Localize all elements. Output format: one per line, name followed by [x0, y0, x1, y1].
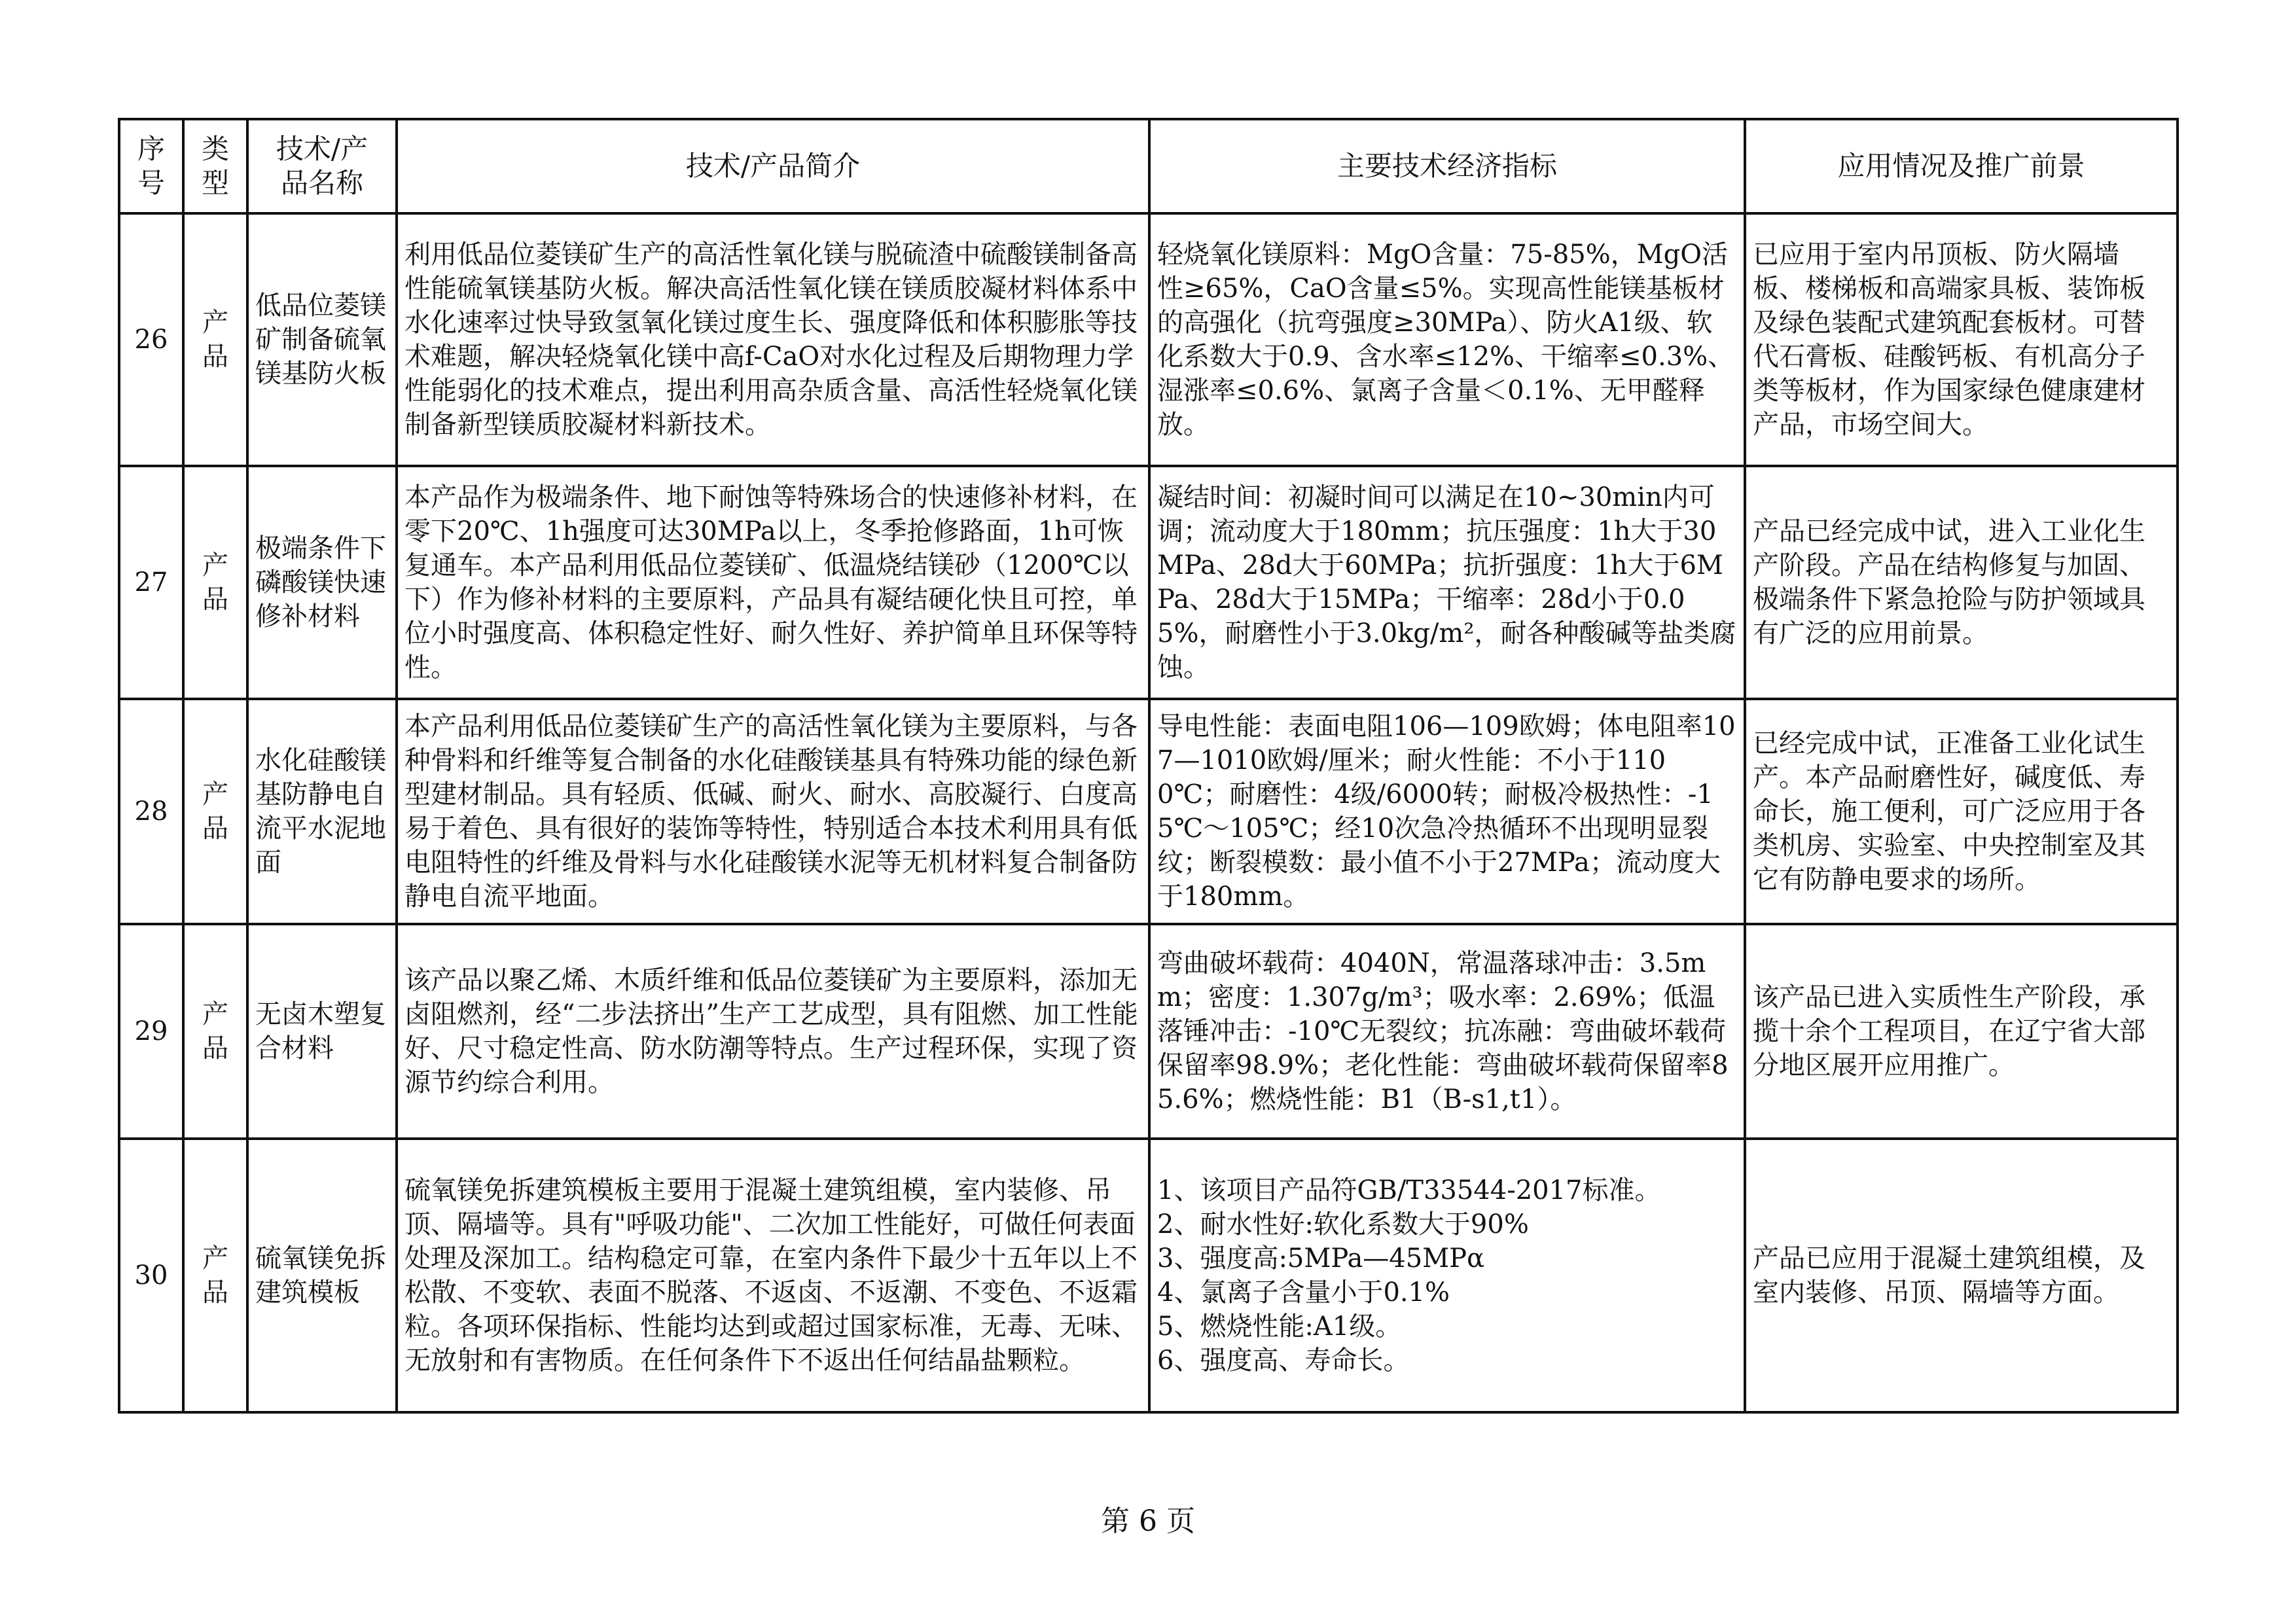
- row-intro: 本产品作为极端条件、地下耐蚀等特殊场合的快速修补材料，在零下20℃、1h强度可达30MPa以上，冬季抢修路面，1h可恢复通车。本产品利用低品位菱镁矿、低温烧结镁砂（1200℃以下）作为修补材料的主要原料，产品具有凝结硬化快且可控，单位小时强度高、体积稳定性好、耐久性好、养护简单且环保等特性。: [397, 466, 1149, 699]
- table-row: [119, 466, 2178, 699]
- header-type: 类型: [183, 119, 247, 213]
- row-spec: 导电性能：表面电阻106—109欧姆；体电阻率107—1010欧姆/厘米；耐火性能：不小于1100℃；耐磨性：4级/6000转；耐极冷极热性：-15℃～105℃；经10次急冷热循环不出现明显裂纹；断裂模数：最小值不小于27MPa；流动度大于180mm。: [1149, 699, 1745, 924]
- row-intro: 本产品利用低品位菱镁矿生产的高活性氧化镁为主要原料，与各种骨料和纤维等复合制备的水化硅酸镁基具有特殊功能的绿色新型建材制品。具有轻质、低碱、耐火、耐水、高胶凝行、白度高易于着色、具有很好的装饰等特性，特别适合本技术利用具有低电阻特性的纤维及骨料与水化硅酸镁水泥等无机材料复合制备防静电自流平地面。: [397, 699, 1149, 924]
- row-no: 27: [119, 466, 183, 699]
- row-type: 产品: [183, 1139, 247, 1412]
- header-spec: 主要技术经济指标: [1149, 119, 1745, 213]
- page-number: 第 6 页: [1101, 1505, 1195, 1538]
- row-no: 29: [119, 924, 183, 1139]
- row-spec: 1、该项目产品符GB/T33544-2017标准。 2、耐水性好:软化系数大于90% 3、强度高:5MPa—45MPα 4、氯离子含量小于0.1% 5、燃烧性能:A1级。 6、强度高、寿命长。: [1149, 1139, 1745, 1412]
- technology-product-table: [118, 118, 2179, 1414]
- table-header-row: [119, 119, 2178, 213]
- row-name: 水化硅酸镁基防静电自流平水泥地面: [247, 699, 397, 924]
- row-app: 已经完成中试，正准备工业化试生产。本产品耐磨性好，碱度低、寿命长，施工便利，可广泛应用于各类机房、实验室、中央控制室及其它有防静电要求的场所。: [1745, 699, 2178, 924]
- row-type: 产品: [183, 924, 247, 1139]
- row-name: 无卤木塑复合材料: [247, 924, 397, 1139]
- row-app: 该产品已进入实质性生产阶段，承揽十余个工程项目，在辽宁省大部分地区展开应用推广。: [1745, 924, 2178, 1139]
- row-name: 极端条件下磷酸镁快速修补材料: [247, 466, 397, 699]
- table-row: [119, 1139, 2178, 1412]
- table-row: [119, 699, 2178, 924]
- row-app: 产品已应用于混凝土建筑组模，及室内装修、吊顶、隔墙等方面。: [1745, 1139, 2178, 1412]
- table-row: [119, 213, 2178, 466]
- header-app: 应用情况及推广前景: [1745, 119, 2178, 213]
- row-spec: 弯曲破坏载荷：4040N，常温落球冲击：3.5mm；密度：1.307g/m³；吸水率：2.69%；低温落锤冲击：-10℃无裂纹；抗冻融：弯曲破坏载荷保留率98.9%；老化性能：弯曲破坏载荷保留率85.6%；燃烧性能：B1（B-s1,t1）。: [1149, 924, 1745, 1139]
- header-intro: 技术/产品简介: [397, 119, 1149, 213]
- row-intro: 该产品以聚乙烯、木质纤维和低品位菱镁矿为主要原料，添加无卤阻燃剂，经“二步法挤出”生产工艺成型，具有阻燃、加工性能好、尺寸稳定性高、防水防潮等特点。生产过程环保，实现了资源节约综合利用。: [397, 924, 1149, 1139]
- row-name: 硫氧镁免拆建筑模板: [247, 1139, 397, 1412]
- row-name: 低品位菱镁矿制备硫氧镁基防火板: [247, 213, 397, 466]
- row-app: 产品已经完成中试，进入工业化生产阶段。产品在结构修复与加固、极端条件下紧急抢险与防护领域具有广泛的应用前景。: [1745, 466, 2178, 699]
- header-no: 序号: [119, 119, 183, 213]
- row-intro: 利用低品位菱镁矿生产的高活性氧化镁与脱硫渣中硫酸镁制备高性能硫氧镁基防火板。解决高活性氧化镁在镁质胶凝材料体系中水化速率过快导致氢氧化镁过度生长、强度降低和体积膨胀等技术难题，解决轻烧氧化镁中高f-CaO对水化过程及后期物理力学性能弱化的技术难点，提出利用高杂质含量、高活性轻烧氧化镁制备新型镁质胶凝材料新技术。: [397, 213, 1149, 466]
- row-no: 28: [119, 699, 183, 924]
- row-spec: 凝结时间：初凝时间可以满足在10~30min内可调；流动度大于180mm；抗压强度：1h大于30MPa、28d大于60MPa；抗折强度：1h大于6MPa、28d大于15MPa；干缩率：28d小于0.05%，耐磨性小于3.0kg/m²，耐各种酸碱等盐类腐蚀。: [1149, 466, 1745, 699]
- row-type: 产品: [183, 699, 247, 924]
- row-type: 产品: [183, 466, 247, 699]
- row-no: 26: [119, 213, 183, 466]
- row-type: 产品: [183, 213, 247, 466]
- row-app: 已应用于室内吊顶板、防火隔墙板、楼梯板和高端家具板、装饰板及绿色装配式建筑配套板材。可替代石膏板、硅酸钙板、有机高分子类等板材，作为国家绿色健康建材产品，市场空间大。: [1745, 213, 2178, 466]
- header-name: 技术/产品名称: [247, 119, 397, 213]
- table-row: [119, 924, 2178, 1139]
- row-intro: 硫氧镁免拆建筑模板主要用于混凝土建筑组模，室内装修、吊顶、隔墙等。具有"呼吸功能"、二次加工性能好，可做任何表面处理及深加工。结构稳定可靠，在室内条件下最少十五年以上不松散、不变软、表面不脱落、不返卤、不返潮、不变色、不返霜粒。各项环保指标、性能均达到或超过国家标准，无毒、无味、无放射和有害物质。在任何条件下不返出任何结晶盐颗粒。: [397, 1139, 1149, 1412]
- row-no: 30: [119, 1139, 183, 1412]
- row-spec: 轻烧氧化镁原料：MgO含量：75-85%，MgO活性≥65%，CaO含量≤5%。实现高性能镁基板材的高强化（抗弯强度≥30MPa）、防火A1级、软化系数大于0.9、含水率≤12%、干缩率≤0.3%、湿涨率≤0.6%、氯离子含量＜0.1%、无甲醛释放。: [1149, 213, 1745, 466]
